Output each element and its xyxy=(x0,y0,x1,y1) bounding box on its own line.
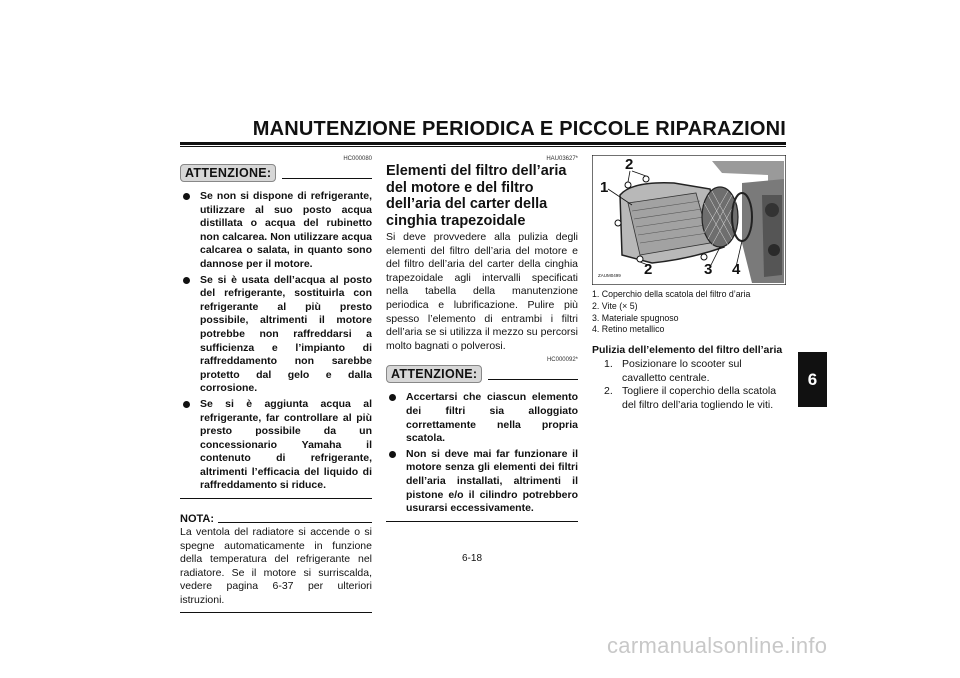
attention-label: ATTENZIONE: xyxy=(180,164,276,182)
caption-item: 4. Retino metallico xyxy=(592,324,665,335)
watermark-text: carmanualsonline.info xyxy=(607,633,828,658)
warning-text: Se non si dispone di refrigerante, utilizzare al suo posto acqua distillata o acqua del rubinetto non calcarea. Non utilizzare acqua calcarea o salata, in quanto sono dannose per il motore. xyxy=(200,190,372,270)
warning-text: Se si è usata dell’acqua al posto del refrigerante, sostituirla con refrigerante al più presto possibile, altrimenti il motore potrebbe non raffreddarsi a sufficienza e l’impianto di raffreddamento non sarebbe protetto dal gelo e dalla corrosione. xyxy=(200,273,372,395)
warning-item xyxy=(386,448,578,516)
nota-end-rule xyxy=(180,612,372,613)
procedure-steps xyxy=(592,358,786,412)
caption-item: 3. Materiale spugnoso xyxy=(592,312,679,323)
middle-attention-code: HC000092* xyxy=(546,357,578,364)
callout-2-top: 2 xyxy=(625,156,634,173)
warning-text: Se si è aggiunta acqua al refrigerante, far controllare al più presto possibile da un concessionario Yamaha il contenuto di refrigerante, altrimenti l’efficacia del liquido di raffreddamento si riduce. xyxy=(200,397,372,492)
callout-1: 1 xyxy=(600,179,609,196)
nota-text: La ventola del radiatore si accende o si spegne automaticamente in funzione della temperatura del refrigerante nel radiatore. Se il motore si surriscalda, vedere pagina 6-37 per ulteriori istruzioni. xyxy=(180,526,372,607)
page-number: 6-18 xyxy=(462,553,483,564)
middle-code: HAU03627* xyxy=(546,156,578,162)
caption-item: 1. Coperchio della scatola del filtro d’aria xyxy=(592,289,751,299)
procedure-title: Pulizia dell’elemento del filtro dell’aria xyxy=(592,344,783,357)
section-body: Si deve provvedere alla pulizia degli elementi del filtro dell’aria del motore e del filtro dell’aria del carter della cinghia trapezoidale agli intervalli specificati nella tabella della manutenzione periodica e lubrificazione. Pulire più spesso l’elemento di entrambi i filtri dell’aria se si utilizza il mezzo su percorsi molto bagnati o polverosi. xyxy=(386,231,578,352)
bullet-icon xyxy=(389,394,396,401)
air-filter-illustration xyxy=(592,155,786,285)
step-text: Togliere il coperchio della scatola del filtro dell’aria togliendo le viti. xyxy=(622,385,777,411)
callout-2-bottom: 2 xyxy=(644,261,653,278)
step-item xyxy=(592,358,786,385)
callout-4: 4 xyxy=(732,261,741,278)
attention-heading xyxy=(180,164,372,182)
warning-item xyxy=(180,398,372,493)
middle-warning-list xyxy=(386,391,578,515)
air-filter-figure xyxy=(592,155,786,285)
step-number: 2. xyxy=(604,385,613,398)
bullet-icon xyxy=(183,277,190,284)
warning-text: Accertarsi che ciascun elemento dei filtri sia alloggiato correttamente nella propria scatola. xyxy=(406,391,578,445)
attention-rule xyxy=(488,379,578,380)
figure-code: ZAUM0499 xyxy=(598,273,621,278)
nota-label: NOTA: xyxy=(180,513,215,526)
nota-rule xyxy=(218,522,372,523)
warning-item xyxy=(386,391,578,445)
nota-heading xyxy=(180,513,372,525)
left-column xyxy=(180,156,372,613)
bullet-icon xyxy=(183,401,190,408)
step-text: Posizionare lo scooter sul cavalletto centrale. xyxy=(622,358,742,384)
attention-end-rule xyxy=(180,498,372,499)
bullet-icon xyxy=(183,193,190,200)
caption-item: 2. Vite (× 5) xyxy=(592,300,638,311)
warning-item xyxy=(180,274,372,396)
warning-item xyxy=(180,190,372,272)
attention-heading xyxy=(386,365,578,383)
step-number: 1. xyxy=(604,358,613,371)
header-rule xyxy=(180,142,786,145)
bullet-icon xyxy=(389,451,396,458)
left-code: HC000080 xyxy=(343,156,372,162)
chapter-tab: 6 xyxy=(798,352,827,407)
header-rule-thin xyxy=(180,146,786,147)
middle-column xyxy=(386,156,578,522)
warning-text: Non si deve mai far funzionare il motore senza gli elementi dei filtri dell’aria installati, altrimenti il pistone e/o il cilindro potrebbero usurarsi eccessivamente. xyxy=(406,447,578,515)
section-title: Elementi del filtro dell’aria del motore e del filtro dell’aria del carter della cinghia trapezoidale xyxy=(386,163,567,229)
step-item xyxy=(592,385,786,412)
callout-3: 3 xyxy=(704,261,713,278)
right-column-text xyxy=(592,289,786,413)
attention-rule xyxy=(282,178,372,179)
page-header-title: MANUTENZIONE PERIODICA E PICCOLE RIPARAZIONI xyxy=(252,118,786,140)
left-warning-list xyxy=(180,190,372,493)
attention-end-rule xyxy=(386,521,578,522)
attention-label: ATTENZIONE: xyxy=(386,365,482,383)
